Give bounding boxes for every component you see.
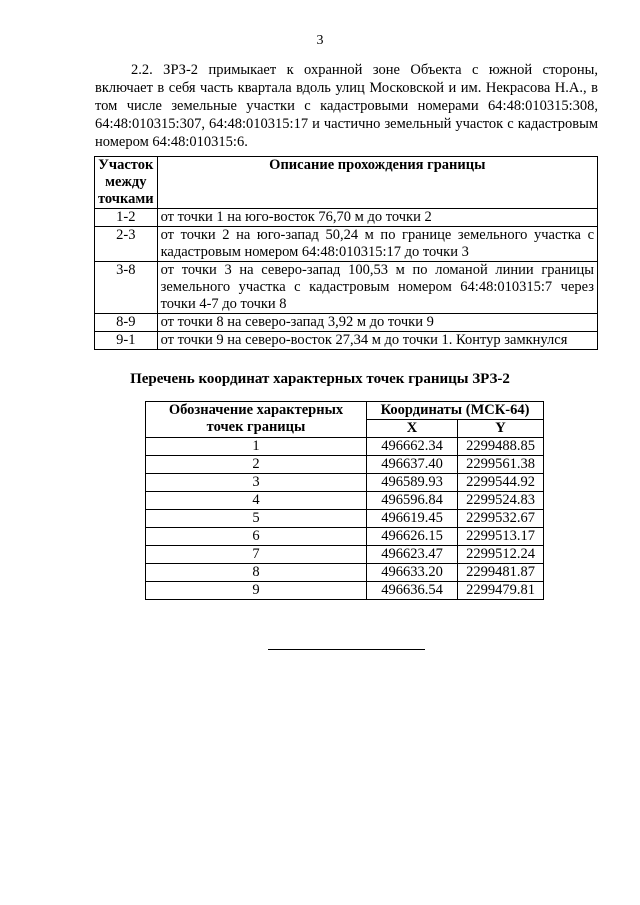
boundary-segment: 3-8 xyxy=(95,262,158,314)
coords-header-x: X xyxy=(367,420,458,438)
coords-point: 8 xyxy=(146,564,367,582)
boundary-description: от точки 2 на юго-запад 50,24 м по границе земельного участка с кадастровым номером 64:48:010315:17 до точки 3 xyxy=(157,227,597,262)
table-row xyxy=(95,332,598,350)
coords-point: 9 xyxy=(146,582,367,600)
coords-x: 496636.54 xyxy=(367,582,458,600)
table-row xyxy=(146,474,544,492)
coords-y: 2299481.87 xyxy=(458,564,544,582)
intro-text: 2.2. ЗРЗ-2 примыкает к охранной зоне Объекта с южной стороны, включает в себя часть квартала вдоль улиц Московской и им. Некрасова Н.А., в том числе земельные участки с кадастровыми номерами 64:48:010315:308, 64:48:010315:307, 64:48:010315:17 и частично земельный участок с кадастровым номером 64:48:010315:6. xyxy=(95,62,598,150)
coords-point: 6 xyxy=(146,528,367,546)
coords-x: 496589.93 xyxy=(367,474,458,492)
table-row xyxy=(146,546,544,564)
table-row xyxy=(146,492,544,510)
boundary-segment: 2-3 xyxy=(95,227,158,262)
coords-x: 496596.84 xyxy=(367,492,458,510)
coords-y: 2299532.67 xyxy=(458,510,544,528)
coords-x: 496623.47 xyxy=(367,546,458,564)
boundary-segment: 8-9 xyxy=(95,314,158,332)
boundary-header-description: Описание прохождения границы xyxy=(157,157,597,209)
coords-x: 496633.20 xyxy=(367,564,458,582)
table-row xyxy=(146,456,544,474)
coords-x: 496619.45 xyxy=(367,510,458,528)
coords-y: 2299524.83 xyxy=(458,492,544,510)
coords-x: 496637.40 xyxy=(367,456,458,474)
boundary-description: от точки 1 на юго-восток 76,70 м до точки 2 xyxy=(157,209,597,227)
coords-point: 3 xyxy=(146,474,367,492)
coords-point: 5 xyxy=(146,510,367,528)
coords-x: 496626.15 xyxy=(367,528,458,546)
intro-paragraph xyxy=(95,61,598,151)
boundary-description: от точки 8 на северо-запад 3,92 м до точки 9 xyxy=(157,314,597,332)
coords-table xyxy=(145,401,544,600)
coords-header-y: Y xyxy=(458,420,544,438)
boundary-description: от точки 9 на северо-восток 27,34 м до точки 1. Контур замкнулся xyxy=(157,332,597,350)
coords-table-title: Перечень координат характерных точек границы ЗРЗ-2 xyxy=(130,371,510,387)
table-row xyxy=(95,209,598,227)
coords-point: 1 xyxy=(146,438,367,456)
table-row xyxy=(146,438,544,456)
boundary-segment: 9-1 xyxy=(95,332,158,350)
page-number: 3 xyxy=(316,33,324,48)
footer-rule xyxy=(268,649,425,650)
coords-y: 2299544.92 xyxy=(458,474,544,492)
table-row xyxy=(95,314,598,332)
table-row xyxy=(146,564,544,582)
boundary-description: от точки 3 на северо-запад 100,53 м по ломаной линии границы земельного участка с кадастровым номером 64:48:010315:7 через точки 4-7 до точки 8 xyxy=(157,262,597,314)
coords-point: 2 xyxy=(146,456,367,474)
table-row xyxy=(146,582,544,600)
table-row xyxy=(95,227,598,262)
coords-x: 496662.34 xyxy=(367,438,458,456)
coords-y: 2299512.24 xyxy=(458,546,544,564)
table-row xyxy=(95,262,598,314)
coords-y: 2299513.17 xyxy=(458,528,544,546)
table-row xyxy=(146,510,544,528)
coords-y: 2299561.38 xyxy=(458,456,544,474)
coords-y: 2299488.85 xyxy=(458,438,544,456)
coords-header-coords: Координаты (МСК-64) xyxy=(367,402,544,420)
coords-y: 2299479.81 xyxy=(458,582,544,600)
coords-point: 7 xyxy=(146,546,367,564)
boundary-table xyxy=(94,156,598,350)
table-row xyxy=(146,528,544,546)
coords-point: 4 xyxy=(146,492,367,510)
coords-header-point: Обозначение характерных точек границы xyxy=(146,402,367,438)
boundary-segment: 1-2 xyxy=(95,209,158,227)
boundary-header-segment: Участок между точками xyxy=(95,157,158,209)
